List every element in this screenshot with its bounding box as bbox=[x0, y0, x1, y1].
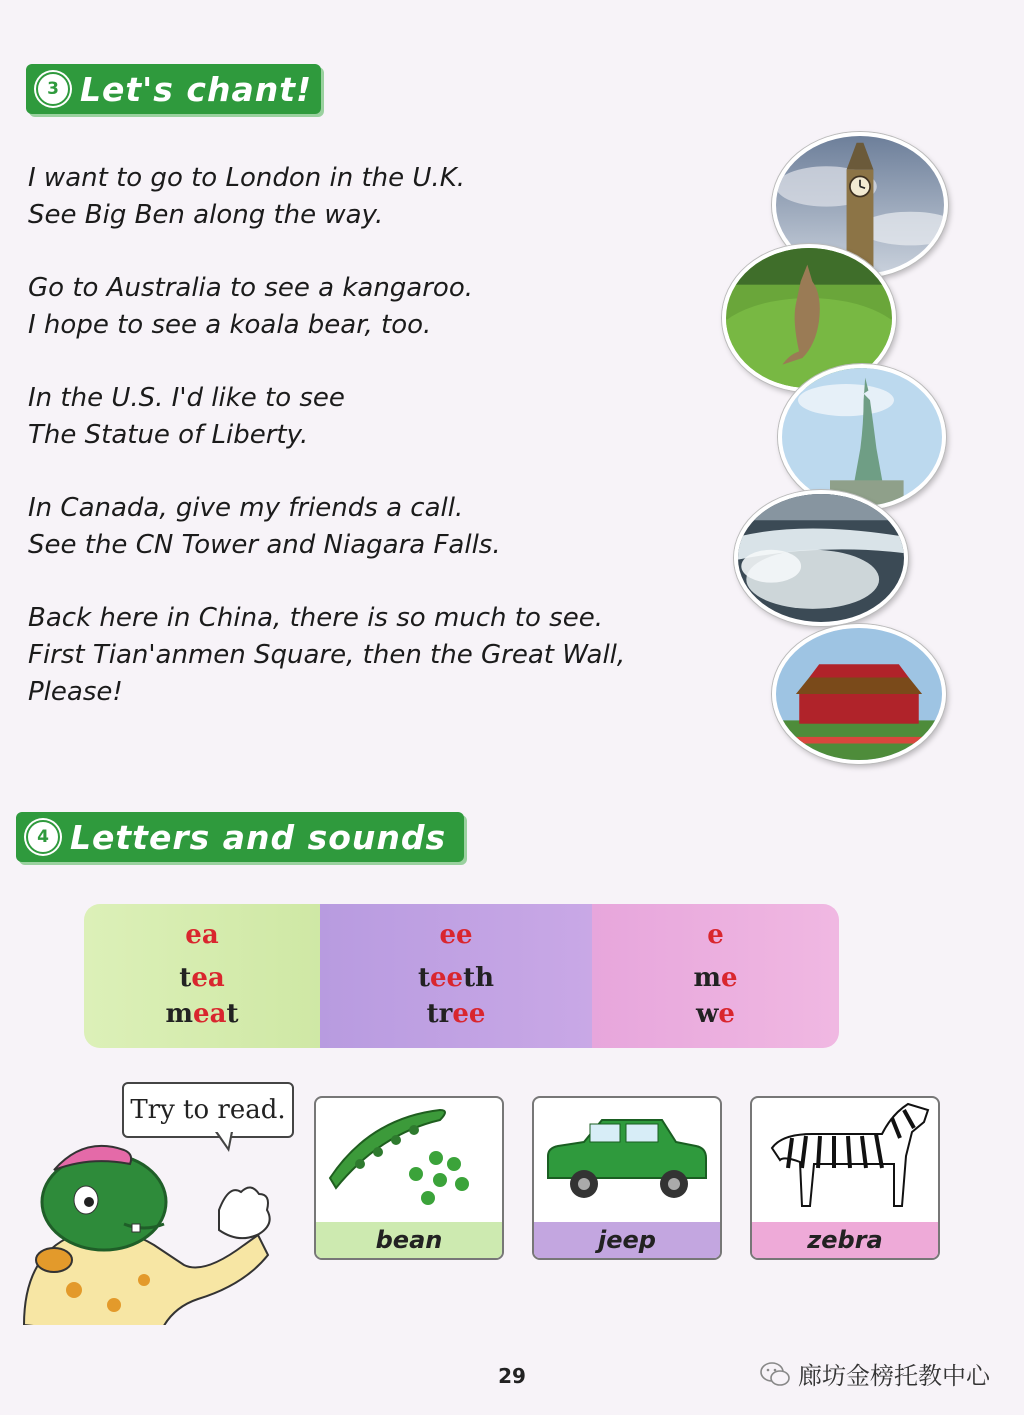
card-label: zebra bbox=[752, 1222, 938, 1258]
card-label: bean bbox=[316, 1222, 502, 1258]
sound-word: me bbox=[693, 963, 738, 993]
chant-line: First Tian'anmen Square, then the Great Wall, bbox=[28, 640, 626, 670]
tiananmen-photo bbox=[772, 624, 946, 764]
section-3-header bbox=[26, 64, 321, 114]
stanza bbox=[28, 270, 728, 344]
chant-line: See Big Ben along the way. bbox=[28, 200, 384, 230]
sound-word: teeth bbox=[417, 963, 495, 993]
letters-sounds-table bbox=[84, 904, 839, 1048]
sound-word: meat bbox=[165, 999, 239, 1029]
sound-word: tree bbox=[426, 999, 486, 1029]
statue-of-liberty-photo bbox=[778, 364, 946, 510]
chant-line: In Canada, give my friends a call. bbox=[28, 493, 464, 523]
sound-word: tea bbox=[179, 963, 225, 993]
sound-column-e bbox=[592, 904, 839, 1048]
watermark bbox=[760, 1356, 990, 1391]
word-card-zebra bbox=[750, 1096, 940, 1260]
chant-line: Go to Australia to see a kangaroo. bbox=[28, 273, 473, 303]
stanza bbox=[28, 490, 728, 564]
section-title: Letters and sounds bbox=[70, 817, 447, 857]
dinosaur-mascot bbox=[14, 1140, 284, 1325]
chant-line: I want to go to London in the U.K. bbox=[28, 163, 466, 193]
section-number: 3 bbox=[36, 72, 70, 106]
chant-line: In the U.S. I'd like to see bbox=[28, 383, 345, 413]
jeep-icon bbox=[534, 1098, 720, 1220]
stanza bbox=[28, 160, 728, 234]
card-label: jeep bbox=[534, 1222, 720, 1258]
chant-line: The Statue of Liberty. bbox=[28, 420, 309, 450]
wechat-icon bbox=[760, 1361, 790, 1387]
chant-line: Back here in China, there is so much to see. bbox=[28, 603, 603, 633]
section-number: 4 bbox=[26, 820, 60, 854]
sound-heading: ea bbox=[185, 920, 219, 950]
word-card-bean bbox=[314, 1096, 504, 1260]
zebra-icon bbox=[752, 1098, 938, 1220]
watermark-text: 廊坊金榜托教中心 bbox=[798, 1362, 990, 1390]
chant-text bbox=[28, 160, 728, 747]
section-title: Let's chant! bbox=[80, 69, 313, 109]
chant-line: I hope to see a koala bear, too. bbox=[28, 310, 432, 340]
word-card-jeep bbox=[532, 1096, 722, 1260]
sound-heading: e bbox=[707, 920, 724, 950]
chant-line: Please! bbox=[28, 677, 123, 707]
speech-bubble: Try to read. bbox=[122, 1082, 294, 1138]
section-4-header bbox=[16, 812, 464, 862]
chant-line: See the CN Tower and Niagara Falls. bbox=[28, 530, 501, 560]
stanza bbox=[28, 600, 728, 711]
sound-column-ea bbox=[84, 904, 320, 1048]
sound-word: we bbox=[696, 999, 735, 1029]
page-number: 29 bbox=[498, 1364, 526, 1388]
sound-column-ee bbox=[320, 904, 592, 1048]
niagara-falls-photo bbox=[734, 490, 908, 626]
bean-icon bbox=[316, 1098, 502, 1220]
stanza bbox=[28, 380, 728, 454]
sound-heading: ee bbox=[439, 920, 473, 950]
